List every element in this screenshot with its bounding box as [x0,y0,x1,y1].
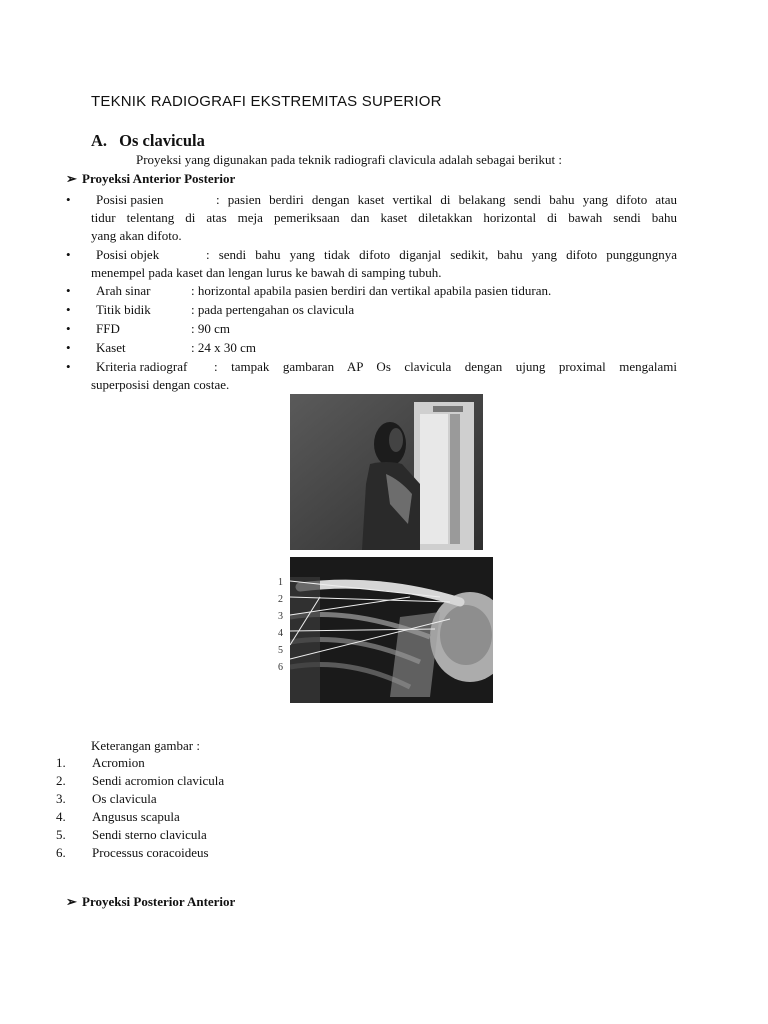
list-item-text [91,191,677,245]
bullet-dot-icon: • [66,192,71,207]
bullet-dot-icon: • [66,359,71,374]
legend-list-item [56,845,209,861]
clavicula-radiograph [290,557,493,703]
legend-text: Angusus scapula [92,809,180,824]
subheading-ap [66,171,235,187]
list-item-text [91,246,677,282]
legend-list-item [56,827,207,843]
figure-number: 6 [278,662,283,673]
bullet-continuation: tidur telentang di atas meja pemeriksaan dan kaset diletakkan horizontal di bawah sendi bahu [91,210,677,225]
bullet-dot-icon: • [66,247,71,262]
legend-number: 3. [56,791,66,806]
arrowhead-bullet-icon: ➢ [66,894,77,909]
subheading-ap-label: Proyeksi Anterior Posterior [82,171,236,186]
list-item-text [91,339,677,357]
figure-number: 2 [278,594,283,605]
figure-number-column [278,574,283,676]
bullet-label: Kaset [96,340,126,355]
list-item [66,339,677,357]
figure-number: 5 [278,645,283,656]
bullet-continuation: superposisi dengan costae. [91,377,230,392]
bullet-value: : 24 x 30 cm [191,340,256,355]
list-item [66,301,677,319]
list-item [66,320,677,338]
list-item [66,191,677,245]
list-item [66,358,677,394]
figure-number: 3 [278,611,283,622]
bullet-label: Posisi pasien [96,192,164,207]
bullet-value: : 90 cm [191,321,230,336]
list-item-text [91,358,677,394]
list-item [66,282,677,300]
legend-number: 6. [56,845,66,860]
list-item-text [91,301,677,319]
legend-text: Sendi acromion clavicula [92,773,225,788]
bullet-dot-icon: • [66,321,71,336]
patient-position-illustration [290,394,483,550]
list-item-text [91,282,677,300]
legend-text: Acromion [92,755,145,770]
bullet-value: : sendi bahu yang tidak difoto diganjal sedikit, bahu yang difoto punggungnya [206,247,677,262]
legend-text: Sendi sterno clavicula [92,827,207,842]
legend-number: 1. [56,755,66,770]
legend-title: Keterangan gambar : [91,738,201,753]
intro-paragraph: Proyeksi yang digunakan pada teknik radiografi clavicula adalah sebagai berikut : [136,152,562,167]
figure-number: 1 [278,577,283,588]
legend-number: 2. [56,773,66,788]
bullet-dot-icon: • [66,340,71,355]
bullet-label: Arah sinar [96,283,151,298]
figure-number: 4 [278,628,283,639]
legend-list-item [56,809,180,825]
legend-text: Os clavicula [92,791,157,806]
patient-position-photo [290,394,483,550]
bullet-value: : pada pertengahan os clavicula [191,302,355,317]
legend-list-item [56,773,224,789]
arrowhead-bullet-icon: ➢ [66,171,77,186]
bullet-dot-icon: • [66,302,71,317]
bullet-continuation: yang akan difoto. [91,228,182,243]
legend-list-item [56,755,145,771]
subheading-pa [66,894,235,910]
bullet-label: Kriteria radiograf [96,359,188,374]
legend-list-item [56,791,157,807]
bullet-value: : tampak gambaran AP Os clavicula dengan ujung proximal mengalami [214,359,677,374]
bullet-label: Titik bidik [96,302,151,317]
section-title: Os clavicula [119,131,205,150]
bullet-value: : pasien berdiri dengan kaset vertikal di belakang sendi bahu yang difoto atau [216,192,677,207]
bullet-continuation: menempel pada kaset dan lengan lurus ke bawah di samping tubuh. [91,265,442,280]
bullet-value: : horizontal apabila pasien berdiri dan vertikal apabila pasien tiduran. [191,283,552,298]
section-heading [91,131,205,151]
document-title: TEKNIK RADIOGRAFI EKSTREMITAS SUPERIOR [91,93,442,110]
legend-number: 5. [56,827,66,842]
legend-number: 4. [56,809,66,824]
list-item-text [91,320,677,338]
subheading-pa-label: Proyeksi Posterior Anterior [82,894,236,909]
legend-text: Processus coracoideus [92,845,209,860]
bullet-label: Posisi objek [96,247,160,262]
list-item [66,246,677,282]
bullet-label: FFD [96,321,120,336]
radiograph-illustration [290,557,493,703]
bullet-dot-icon: • [66,283,71,298]
section-letter: A. [91,131,108,150]
